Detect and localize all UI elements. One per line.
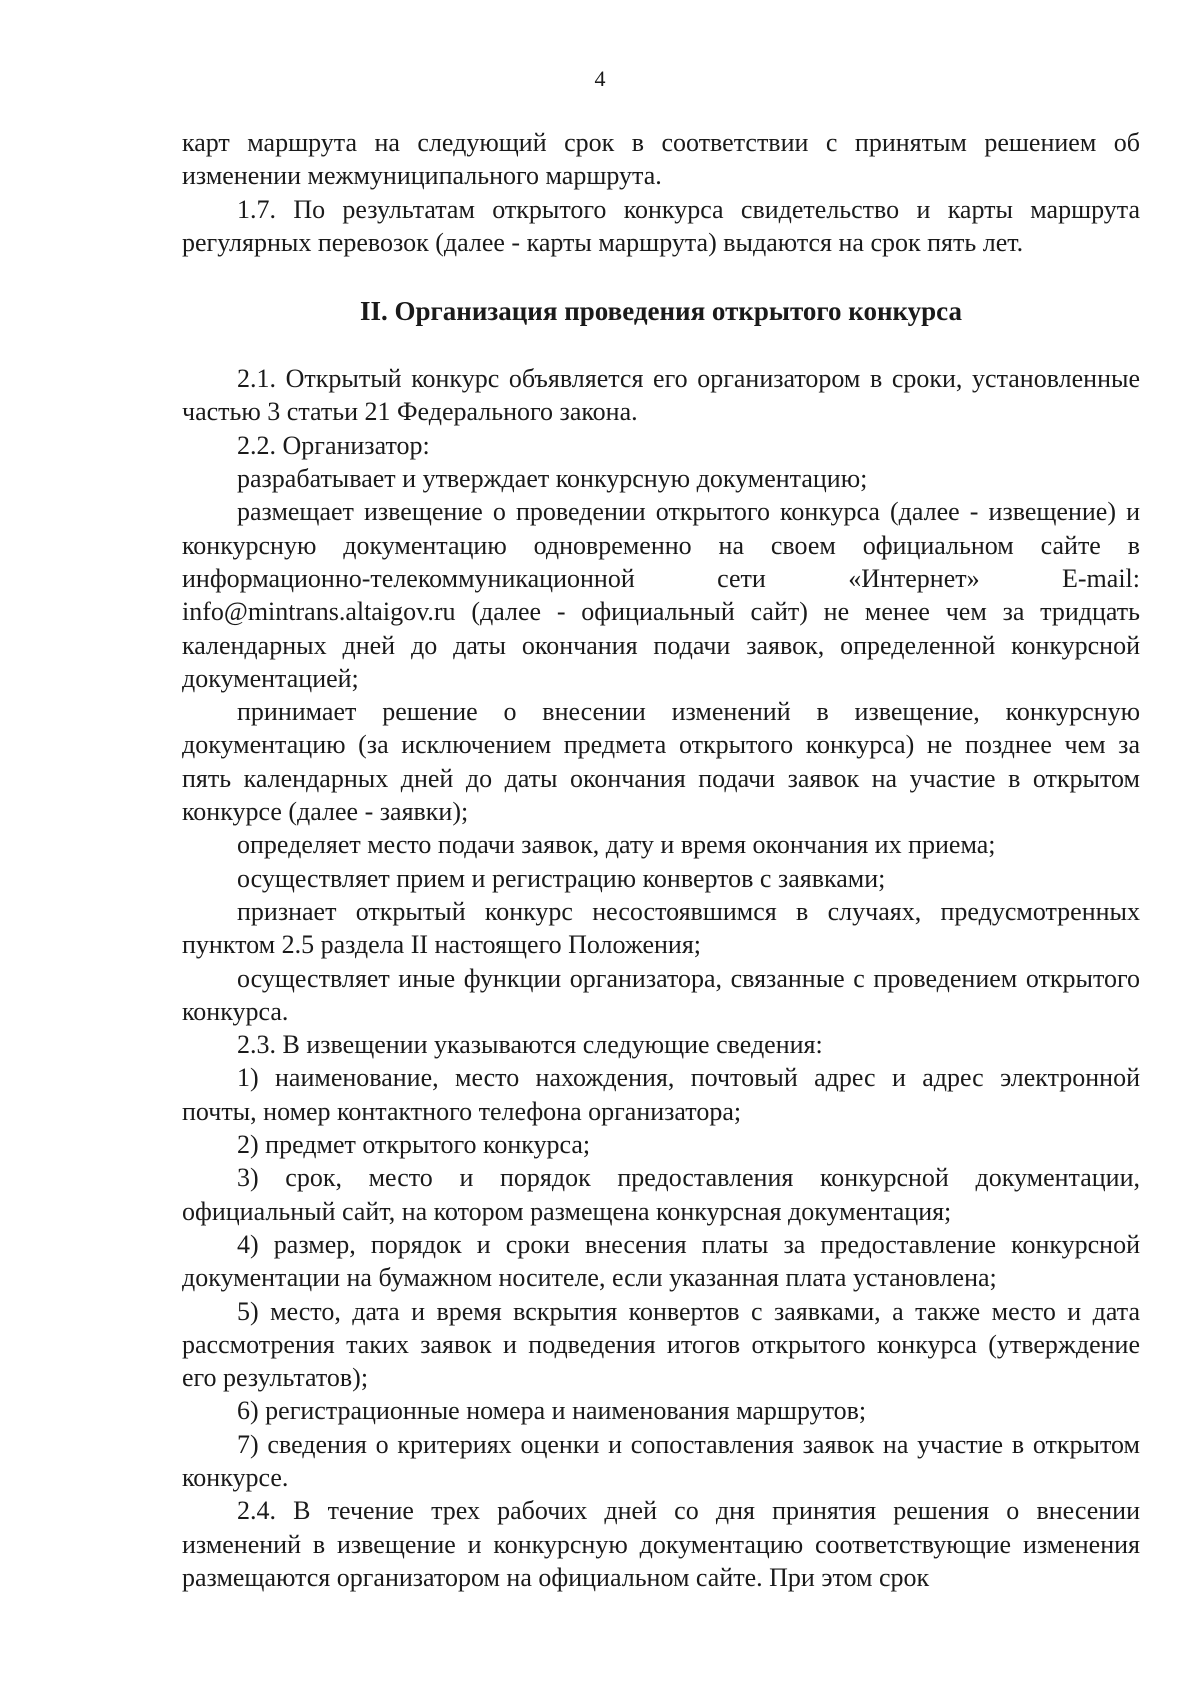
section-heading: II. Организация проведения открытого конкурса xyxy=(359,296,962,327)
paragraph-2-2-item: признает открытый конкурс несостоявшимся в случаях, предусмотренных пунктом 2.5 раздела II настоящего Положения; xyxy=(182,896,1140,960)
paragraph-2-4: 2.4. В течение трех рабочих дней со дня принятия решения о внесении изменений в извещение и конкурсную документацию соответствующие изменения размещаются организатором на официальном сайте. При этом срок xyxy=(182,1496,1140,1592)
page-number: 4 xyxy=(594,66,606,91)
paragraph-2-2-item: разрабатывает и утверждает конкурсную документацию; xyxy=(237,464,868,494)
paragraph-2-3-item: 3) срок, место и порядок предоставления конкурсной документации, официальный сайт, на котором размещена конкурсная документация; xyxy=(182,1163,1140,1226)
paragraph-2-2: 2.2. Организатор: xyxy=(237,430,430,460)
paragraph-continuation: карт маршрута на следующий срок в соответствии с принятым решением об изменении межмуниципального маршрута. xyxy=(182,128,1140,191)
paragraph-2-1: 2.1. Открытый конкурс объявляется его организатором в сроки, установленные частью 3 статьи 21 Федерального закона. xyxy=(182,364,1140,427)
paragraph-2-3-item: 6) регистрационные номера и наименования маршрутов; xyxy=(237,1396,867,1426)
paragraph-2-3-item: 5) место, дата и время вскрытия конвертов с заявками, а также место и дата рассмотрения таких заявок и подведения итогов открытого конкурса (утверждение его результатов); xyxy=(182,1296,1140,1393)
paragraph-2-2-item: размещает извещение о проведении открытого конкурса (далее - извещение) и конкурсную документацию одновременно на своем официальном сайте в информационно-телекоммуникационной сети «Интернет» E-mail: info@mintrans.altaigov.ru (далее - официальный сайт) не менее чем за тридцать календарных дней до даты окончания подачи заявок, определенной конкурсной документацией; xyxy=(182,497,1140,693)
paragraph-1-7: 1.7. По результатам открытого конкурса свидетельство и карты маршрута регулярных перевозок (далее - карты маршрута) выдаются на срок пять лет. xyxy=(182,194,1140,257)
paragraph-2-3-item: 1) наименование, место нахождения, почтовый адрес и адрес электронной почты, номер контактного телефона организатора; xyxy=(182,1063,1140,1126)
paragraph-2-2-item: осуществляет иные функции организатора, связанные с проведением открытого конкурса. xyxy=(182,963,1140,1026)
paragraph-2-3-item: 4) размер, порядок и сроки внесения платы за предоставление конкурсной документации на бумажном носителе, если указанная плата установлена; xyxy=(182,1229,1140,1293)
paragraph-2-2-item: определяет место подачи заявок, дату и время окончания их приема; xyxy=(237,830,996,860)
paragraph-2-3-item: 7) сведения о критериях оценки и сопоставления заявок на участие в открытом конкурсе. xyxy=(182,1429,1140,1492)
paragraph-2-2-item: принимает решение о внесении изменений в извещение, конкурсную документацию (за исключением предмета открытого конкурса) не позднее чем за пять календарных дней до даты окончания подачи заявок на участие в открытом конкурсе (далее - заявки); xyxy=(182,697,1140,827)
document-body xyxy=(182,126,1140,1594)
paragraph-2-2-item: осуществляет прием и регистрацию конвертов с заявками; xyxy=(237,863,886,893)
paragraph-2-3: 2.3. В извещении указываются следующие сведения: xyxy=(237,1030,823,1060)
paragraph-2-3-item: 2) предмет открытого конкурса; xyxy=(237,1130,591,1160)
